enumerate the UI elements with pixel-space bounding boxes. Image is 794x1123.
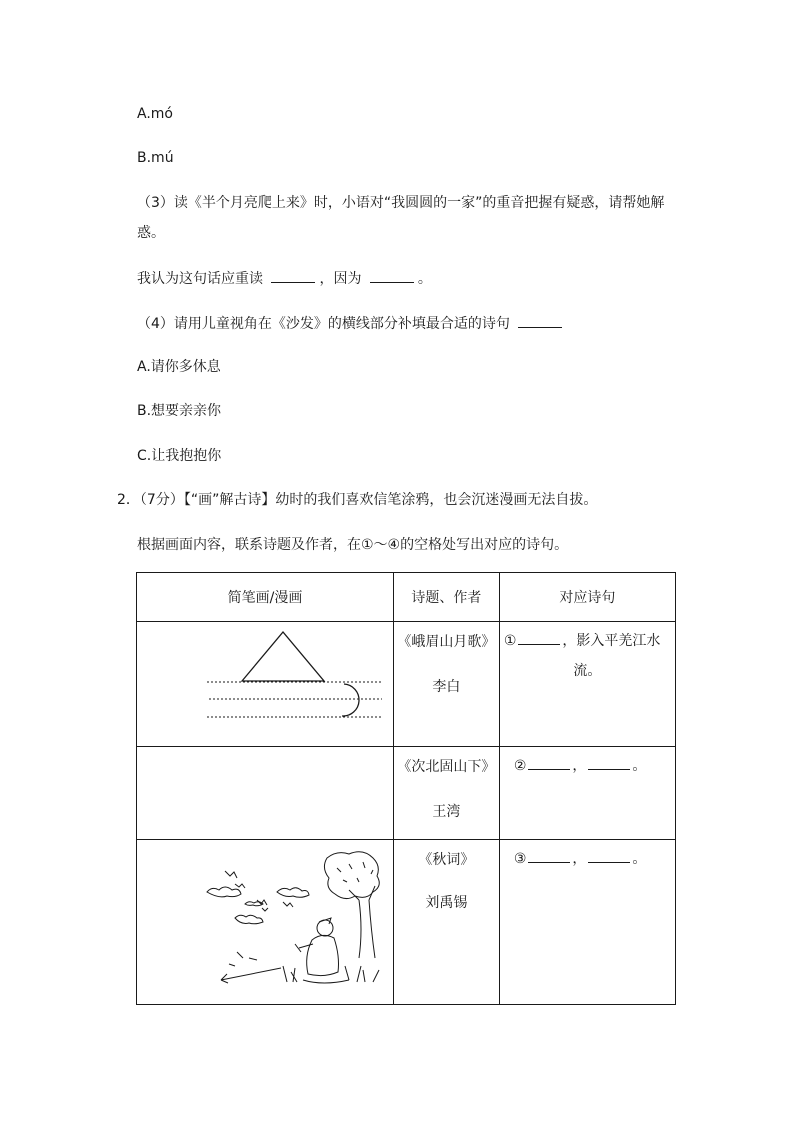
marker-3: ③ [513, 851, 527, 867]
poem-author-1: 李白 [432, 679, 461, 695]
q3-prompt-line2: 惑。 [137, 225, 165, 241]
blank-q4-answer[interactable] [518, 313, 562, 328]
marker-1: ① [503, 633, 517, 649]
table-row [137, 840, 676, 1005]
q3-prompt-line1: （3）读《半个月亮爬上来》时，小语对“我圆圆的一家”的重音把握有疑惑，请帮她解 [137, 195, 665, 211]
sketch-cell-3 [137, 840, 394, 1005]
poem-author-3: 刘禹锡 [425, 895, 468, 911]
q3-answer-prefix: 我认为这句话应重读 [137, 271, 263, 287]
sketch-cell-2 [137, 747, 394, 840]
header-sketch: 简笔画/漫画 [137, 573, 394, 622]
blank-2a[interactable] [528, 755, 570, 770]
blank-2b[interactable] [588, 755, 630, 770]
table-header-row [137, 573, 676, 622]
poem-table [136, 572, 676, 1005]
question-number: 2． [117, 492, 140, 508]
question-score: （7分） [139, 492, 184, 508]
q4-option-b: B.想要亲亲你 [137, 403, 222, 419]
q4-option-a: A.请你多休息 [137, 359, 221, 375]
sketch-cell-1 [137, 622, 394, 747]
answer-1-wrap: 流。 [573, 663, 602, 679]
header-title-author: 诗题、作者 [394, 573, 500, 622]
poem-title-3: 《秋词》 [418, 852, 475, 868]
question-2-instruction: 根据画面内容，联系诗题及作者，在①～④的空格处写出对应的诗句。 [137, 537, 569, 553]
blank-1[interactable] [518, 630, 560, 645]
table-row [137, 622, 676, 747]
sep-3: ， [572, 851, 587, 867]
q4-prompt-line [137, 313, 566, 334]
end-2: 。 [632, 758, 647, 774]
option-b-pinyin: B.mú [137, 150, 174, 166]
poem-title-1: 《峨眉山月歌》 [397, 634, 496, 650]
q4-option-c: C.让我抱抱你 [137, 448, 222, 464]
q3-answer-end: 。 [417, 271, 432, 287]
question-2-heading [117, 490, 597, 510]
poem-title-2: 《次北固山下》 [397, 759, 496, 775]
blank-3b[interactable] [588, 848, 630, 863]
answer-1-after: ，影入平羌江水 [562, 633, 661, 649]
mountain-moon-sketch [137, 622, 393, 742]
option-a-pinyin: A.mó [137, 106, 173, 122]
end-3: 。 [632, 851, 647, 867]
sep-2: ， [572, 758, 587, 774]
blank-3a[interactable] [528, 848, 570, 863]
q4-prompt: （4）请用儿童视角在《沙发》的横线部分补填最合适的诗句 [137, 316, 510, 332]
header-poem-line: 对应诗句 [499, 573, 675, 622]
poem-author-2: 王湾 [432, 804, 461, 820]
blank-stress-word[interactable] [271, 268, 315, 283]
scholar-autumn-cartoon [137, 840, 393, 1000]
table-row [137, 747, 676, 840]
blank-reason[interactable] [370, 268, 414, 283]
marker-2: ② [513, 758, 527, 774]
question-title: 【“画”解古诗】幼时的我们喜欢信笔涂鸦，也会沉迷漫画无法自拔。 [183, 492, 598, 508]
q3-answer-line [137, 268, 432, 289]
q3-answer-mid: ，因为 [319, 271, 362, 287]
